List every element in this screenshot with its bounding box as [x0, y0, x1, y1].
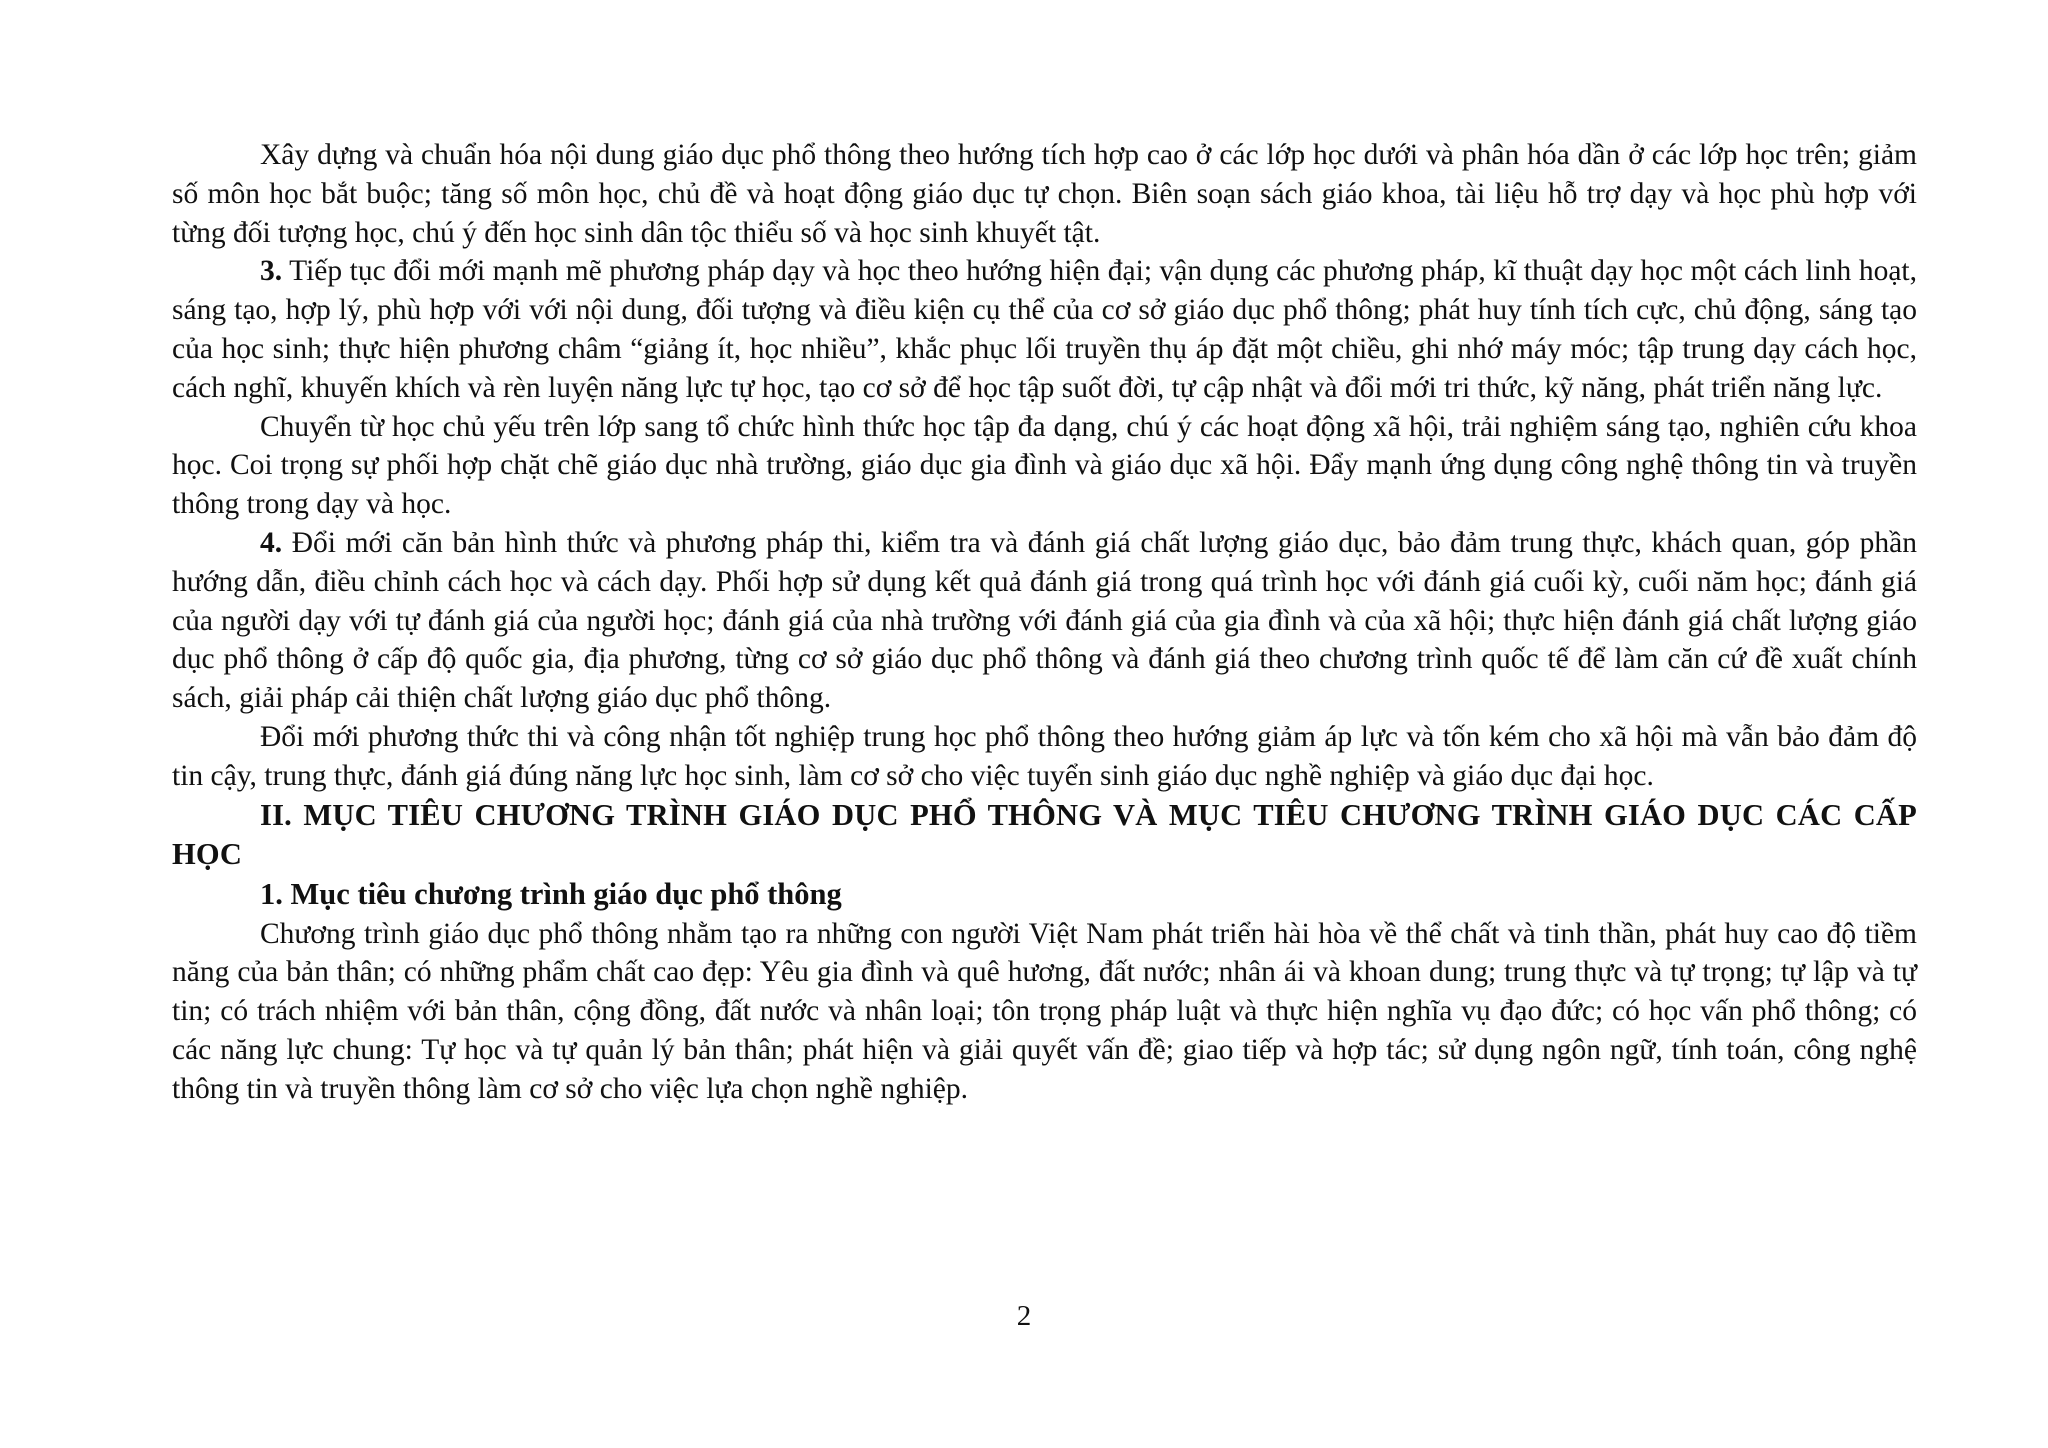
paragraph-text: Chuyển từ học chủ yếu trên lớp sang tổ chức hình thức học tập đa dạng, chú ý các hoạt động xã hội, trải nghiệm sáng tạo, nghiên cứu khoa học. Coi trọng sự phối hợp chặt chẽ giáo dục nhà trường, giáo dục gia đình và giáo dục xã hội. Đẩy mạnh ứng dụng công nghệ thông tin và truyền thông trong dạy và học.: [172, 410, 1917, 521]
paragraph-learning-forms: [172, 408, 1917, 524]
document-page: [172, 136, 1917, 1109]
paragraph-number: 3.: [260, 255, 283, 288]
paragraph-graduation-exam: [172, 718, 1917, 796]
paragraph-3-teaching-methods: [172, 252, 1917, 407]
section-heading: II. MỤC TIÊU CHƯƠNG TRÌNH GIÁO DỤC PHỔ THÔNG VÀ MỤC TIÊU CHƯƠNG TRÌNH GIÁO DỤC CÁC CẤP HỌC: [172, 797, 1917, 871]
page-number: 2: [1016, 1300, 1032, 1332]
paragraph-4-assessment: [172, 524, 1917, 718]
paragraph-text: Đổi mới căn bản hình thức và phương pháp thi, kiểm tra và đánh giá chất lượng giáo dục, bảo đảm trung thực, khách quan, góp phần hướng dẫn, điều chỉnh cách học và cách dạy. Phối hợp sử dụng kết quả đánh giá trong quá trình học với đánh giá cuối kỳ, cuối năm học; đánh giá của người dạy với tự đánh giá của người học; đánh giá của nhà trường với đánh giá của gia đình và của xã hội; thực hiện đánh giá chất lượng giáo dục phổ thông ở cấp độ quốc gia, địa phương, từng cơ sở giáo dục phổ thông và đánh giá theo chương trình quốc tế để làm căn cứ đề xuất chính sách, giải pháp cải thiện chất lượng giáo dục phổ thông.: [172, 526, 1917, 715]
paragraph-text: Xây dựng và chuẩn hóa nội dung giáo dục phổ thông theo hướng tích hợp cao ở các lớp học dưới và phân hóa dần ở các lớp học trên; giảm số môn học bắt buộc; tăng số môn học, chủ đề và hoạt động giáo dục tự chọn. Biên soạn sách giáo khoa, tài liệu hỗ trợ dạy và học phù hợp với từng đối tượng học, chú ý đến học sinh dân tộc thiểu số và học sinh khuyết tật.: [172, 139, 1917, 249]
paragraph-text: Tiếp tục đổi mới mạnh mẽ phương pháp dạy và học theo hướng hiện đại; vận dụng các phương pháp, kĩ thuật dạy học một cách linh hoạt, sáng tạo, hợp lý, phù hợp với với nội dung, đối tượng và điều kiện cụ thể của cơ sở giáo dục phổ thông; phát huy tính tích cực, chủ động, sáng tạo của học sinh; thực hiện phương châm “giảng ít, học nhiều”, khắc phục lối truyền thụ áp đặt một chiều, ghi nhớ máy móc; tập trung dạy cách học, cách nghĩ, khuyến khích và rèn luyện năng lực tự học, tạo cơ sở để học tập suốt đời, tự cập nhật và đổi mới tri thức, kỹ năng, phát triển năng lực.: [172, 255, 1917, 404]
paragraph-program-objectives: Chương trình giáo dục phổ thông nhằm tạo ra những con người Việt Nam phát triển hài hòa về thể chất và tinh thần, phát huy cao độ tiềm năng của bản thân; có những phẩm chất cao đẹp: Yêu gia đình và quê hương, đất nước; nhân ái và khoan dung; trung thực và tự trọng; tự lập và tự tin; có trách nhiệm với bản thân, cộng đồng, đất nước và nhân loại; tôn trọng pháp luật và thực hiện nghĩa vụ đạo đức; có học vấn phổ thông; có các năng lực chung: Tự học và tự quản lý bản thân; phát hiện và giải quyết vấn đề; giao tiếp và hợp tác; sử dụng ngôn ngữ, tính toán, công nghệ thông tin và truyền thông làm cơ sở cho việc lựa chọn nghề nghiệp.: [172, 917, 1917, 1105]
paragraph-text: Đổi mới phương thức thi và công nhận tốt nghiệp trung học phổ thông theo hướng giảm áp lực và tốn kém cho xã hội mà vẫn bảo đảm độ tin cậy, trung thực, đánh giá đúng năng lực học sinh, làm cơ sở cho việc tuyển sinh giáo dục nghề nghiệp và giáo dục đại học.: [172, 720, 1917, 792]
paragraph-number: 4.: [260, 526, 283, 559]
paragraph-content-standardization: [172, 136, 1917, 252]
subsection-heading: 1. Mục tiêu chương trình giáo dục phổ thông: [260, 876, 842, 911]
